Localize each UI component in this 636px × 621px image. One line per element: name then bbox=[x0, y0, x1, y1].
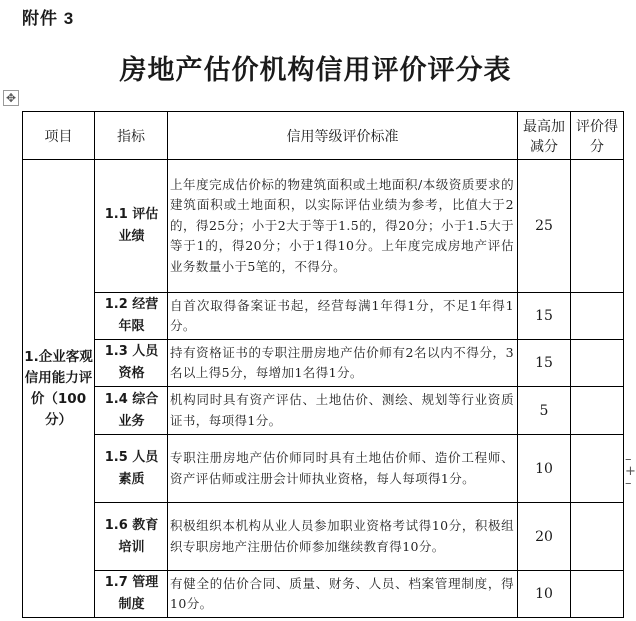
score-cell[interactable] bbox=[571, 571, 624, 618]
table-row bbox=[23, 293, 624, 340]
side-insert-marker-icon[interactable]: – + – bbox=[625, 452, 636, 491]
header-indicator: 指标 bbox=[95, 112, 168, 160]
score-cell[interactable] bbox=[571, 435, 624, 503]
table-row bbox=[23, 160, 624, 293]
table-row bbox=[23, 503, 624, 571]
table-header-row bbox=[23, 112, 624, 160]
max-score-cell: 25 bbox=[518, 160, 571, 293]
criteria-cell: 上年度完成估价标的物建筑面积或土地面积/本级资质要求的建筑面积或土地面积，以实际评估业绩为参考，比值大于2的，得25分；小于2大于等于1.5的，得20分；小于1.5大于等于1的，得20分；小于1得10分。上年度完成房地产评估业务数量小于5笔的，不得分。 bbox=[168, 160, 518, 293]
score-cell[interactable] bbox=[571, 293, 624, 340]
indicator-cell: 1.7 管理制度 bbox=[95, 571, 168, 618]
attachment-label: 附件 3 bbox=[22, 9, 75, 28]
score-cell[interactable] bbox=[571, 160, 624, 293]
indicator-cell: 1.3 人员资格 bbox=[95, 340, 168, 387]
max-score-cell: 10 bbox=[518, 435, 571, 503]
max-score-cell: 15 bbox=[518, 340, 571, 387]
project-group-cell: 1.企业客观信用能力评价（100分） bbox=[23, 160, 95, 618]
criteria-cell: 持有资格证书的专职注册房地产估价师有2名以内不得分，3名以上得5分，每增加1名得1分。 bbox=[168, 340, 518, 387]
max-score-cell: 15 bbox=[518, 293, 571, 340]
criteria-cell: 自首次取得备案证书起，经营每满1年得1分，不足1年得1分。 bbox=[168, 293, 518, 340]
criteria-cell: 有健全的估价合同、质量、财务、人员、档案管理制度，得10分。 bbox=[168, 571, 518, 618]
table-row bbox=[23, 387, 624, 435]
score-cell[interactable] bbox=[571, 340, 624, 387]
header-criteria: 信用等级评价标准 bbox=[168, 112, 518, 160]
header-project: 项目 bbox=[23, 112, 95, 160]
indicator-cell: 1.6 教育培训 bbox=[95, 503, 168, 571]
indicator-cell: 1.2 经营年限 bbox=[95, 293, 168, 340]
indicator-cell: 1.4 综合业务 bbox=[95, 387, 168, 435]
max-score-cell: 10 bbox=[518, 571, 571, 618]
indicator-cell: 1.5 人员素质 bbox=[95, 435, 168, 503]
header-score: 评价得分 bbox=[571, 112, 624, 160]
max-score-cell: 5 bbox=[518, 387, 571, 435]
criteria-cell: 机构同时具有资产评估、土地估价、测绘、规划等行业资质证书，每项得1分。 bbox=[168, 387, 518, 435]
max-score-cell: 20 bbox=[518, 503, 571, 571]
score-table bbox=[22, 111, 624, 618]
page-title: 房地产估价机构信用评价评分表 bbox=[119, 55, 512, 86]
header-max-score: 最高加减分 bbox=[518, 112, 571, 160]
criteria-cell: 积极组织本机构从业人员参加职业资格考试得10分，积极组织专职房地产注册估价师参加继续教育得10分。 bbox=[168, 503, 518, 571]
criteria-cell: 专职注册房地产估价师同时具有土地估价师、造价工程师、资产评估师或注册会计师执业资格，每人每项得1分。 bbox=[168, 435, 518, 503]
score-cell[interactable] bbox=[571, 503, 624, 571]
score-cell[interactable] bbox=[571, 387, 624, 435]
table-row bbox=[23, 435, 624, 503]
table-move-handle-icon[interactable]: ✥ bbox=[3, 90, 19, 106]
indicator-cell: 1.1 评估业绩 bbox=[95, 160, 168, 293]
table-row bbox=[23, 340, 624, 387]
table-row bbox=[23, 571, 624, 618]
